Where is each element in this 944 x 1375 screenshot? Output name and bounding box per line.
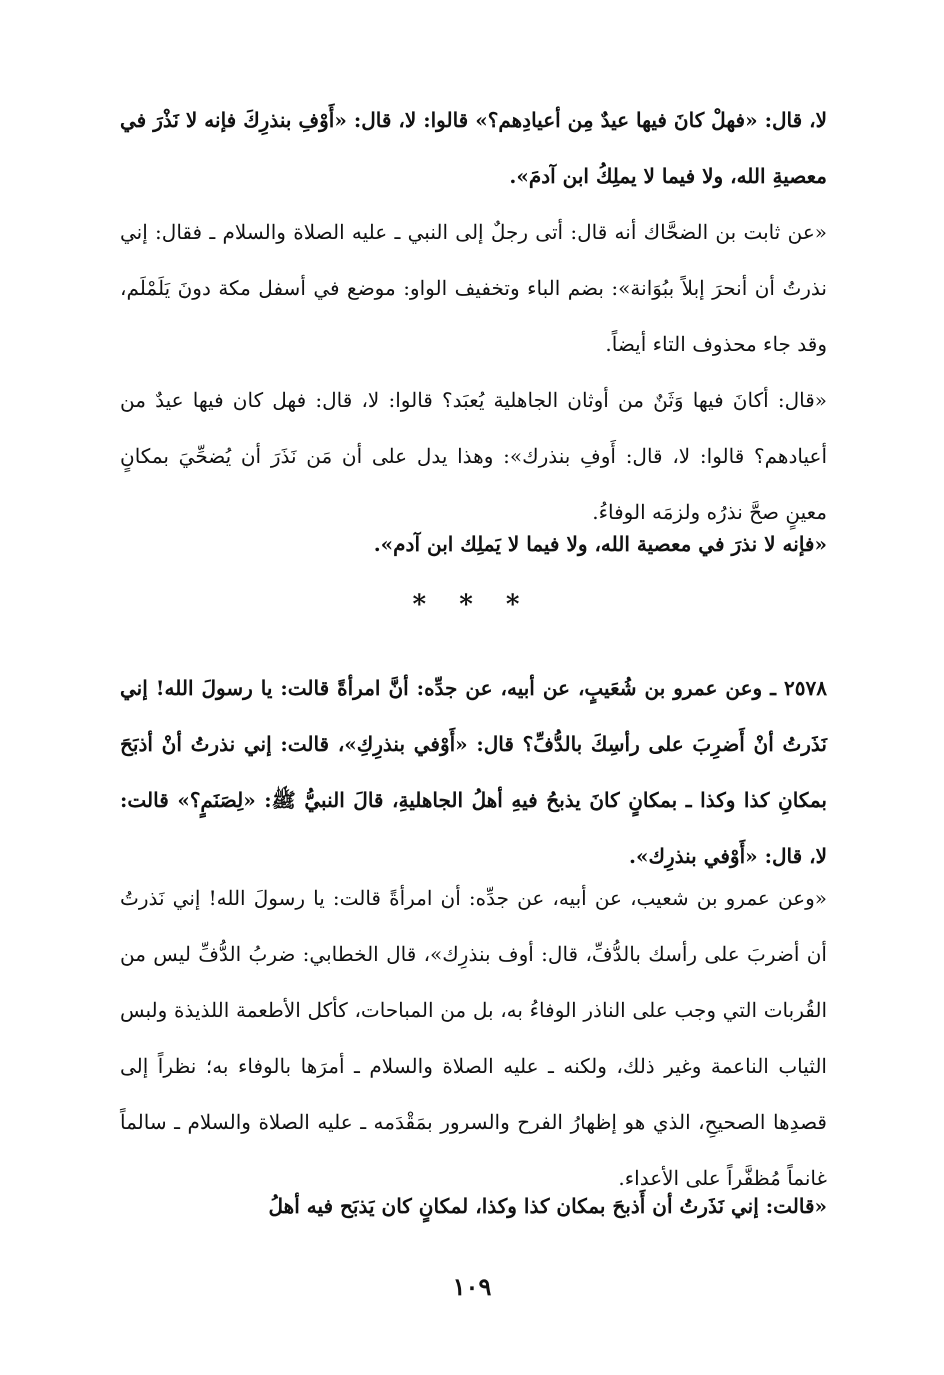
paragraph-commentary-thabit: «عن ثابت بن الضحَّاك أنه قال: أتى رجلٌ إلى النبي ـ عليه الصلاة والسلام ـ فقال: إني نذرتُ أن أنحرَ إبلاً ببُوَانة»: بضم الباء وتخفيف الواو: موضع في أسفل مكة دونَ يَلَمْلَم، وقد جاء محذوف التاء أيضاً. xyxy=(120,220,827,356)
paragraph-hadith-continuation: لا، قال: «فهلْ كانَ فيها عيدٌ مِن أعيادِهم؟» قالوا: لا، قال: «أَوْفِ بنذرِكَ فإنه لا نَذْرَ في معصيةِ الله، ولا فيما لا يملِكُ ابن آدمَ». xyxy=(120,108,827,188)
paragraph-commentary-dhabh: «قالت: إني نَذَرتُ أن أَذبحَ بمكان كذا وكذا، لمكانٍ كان يَذبَح فيه أهلُ xyxy=(268,1194,827,1218)
page-number: ١٠٩ xyxy=(452,1272,492,1301)
section-separator: * * * xyxy=(412,590,532,620)
paragraph-commentary-wathan: «قال: أكانَ فيها وَثَنٌ من أوثان الجاهلية يُعبَد؟ قالوا: لا، قال: فهل كان فيها عيدٌ من أعيادهم؟ قالوا: لا، قال: أَوفِ بنذرك»: وهذا يدل على أن مَن نَذَرَ أن يُضحِّيَ بمكانٍ معينٍ صحَّ نذرُه ولزمَه الوفاءُ. xyxy=(120,388,827,524)
paragraph-commentary-khattabi: «وعن عمرو بن شعيب، عن أبيه، عن جدِّه: أن امرأةً قالت: يا رسولَ الله! إني نَذرتُ أن أضربَ على رأسك بالدُّفِّ، قال: أوف بنذرِك»، قال الخطابي: ضربُ الدُّفِّ ليس من القُربات التي وجب على الناذر الوفاءُ به، بل من المباحات، كأكل الأطعمة اللذيذة ولبس الثياب الناعمة وغير ذلك، ولكنه ـ عليه الصلاة والسلام ـ أمرَها بالوفاء به؛ نظراً إلى قصدِها الصحيحِ، الذي هو إظهارُ الفرح والسرور بمَقْدَمه ـ عليه الصلاة والسلام ـ سالماً غانماً مُظفَّراً على الأعداء. xyxy=(120,886,827,1190)
paragraph-hadith-2578: ٢٥٧٨ ـ وعن عمرو بن شُعَيبٍ، عن أبيه، عن جدِّه: أنَّ امرأةً قالت: يا رسولَ الله! إني نَذَرتُ أنْ أَضرِبَ على رأسِكَ بالدُّفِّ؟ قال: «أَوْفي بنذرِكِ»، قالت: إني نذرتُ أنْ أذبَحَ بمكانِ كذا وكذا ـ بمكانٍ كانَ يذبحُ فيهِ أهلُ الجاهليةِ، قالَ النبيُّ ﷺ: «لِصَنَمٍ؟» قالت: لا، قال: «أَوْفي بنذرِك». xyxy=(120,676,827,868)
paragraph-commentary-nadhr: «فإنه لا نذرَ في معصية الله، ولا فيما لا يَملِك ابن آدم». xyxy=(373,532,827,556)
